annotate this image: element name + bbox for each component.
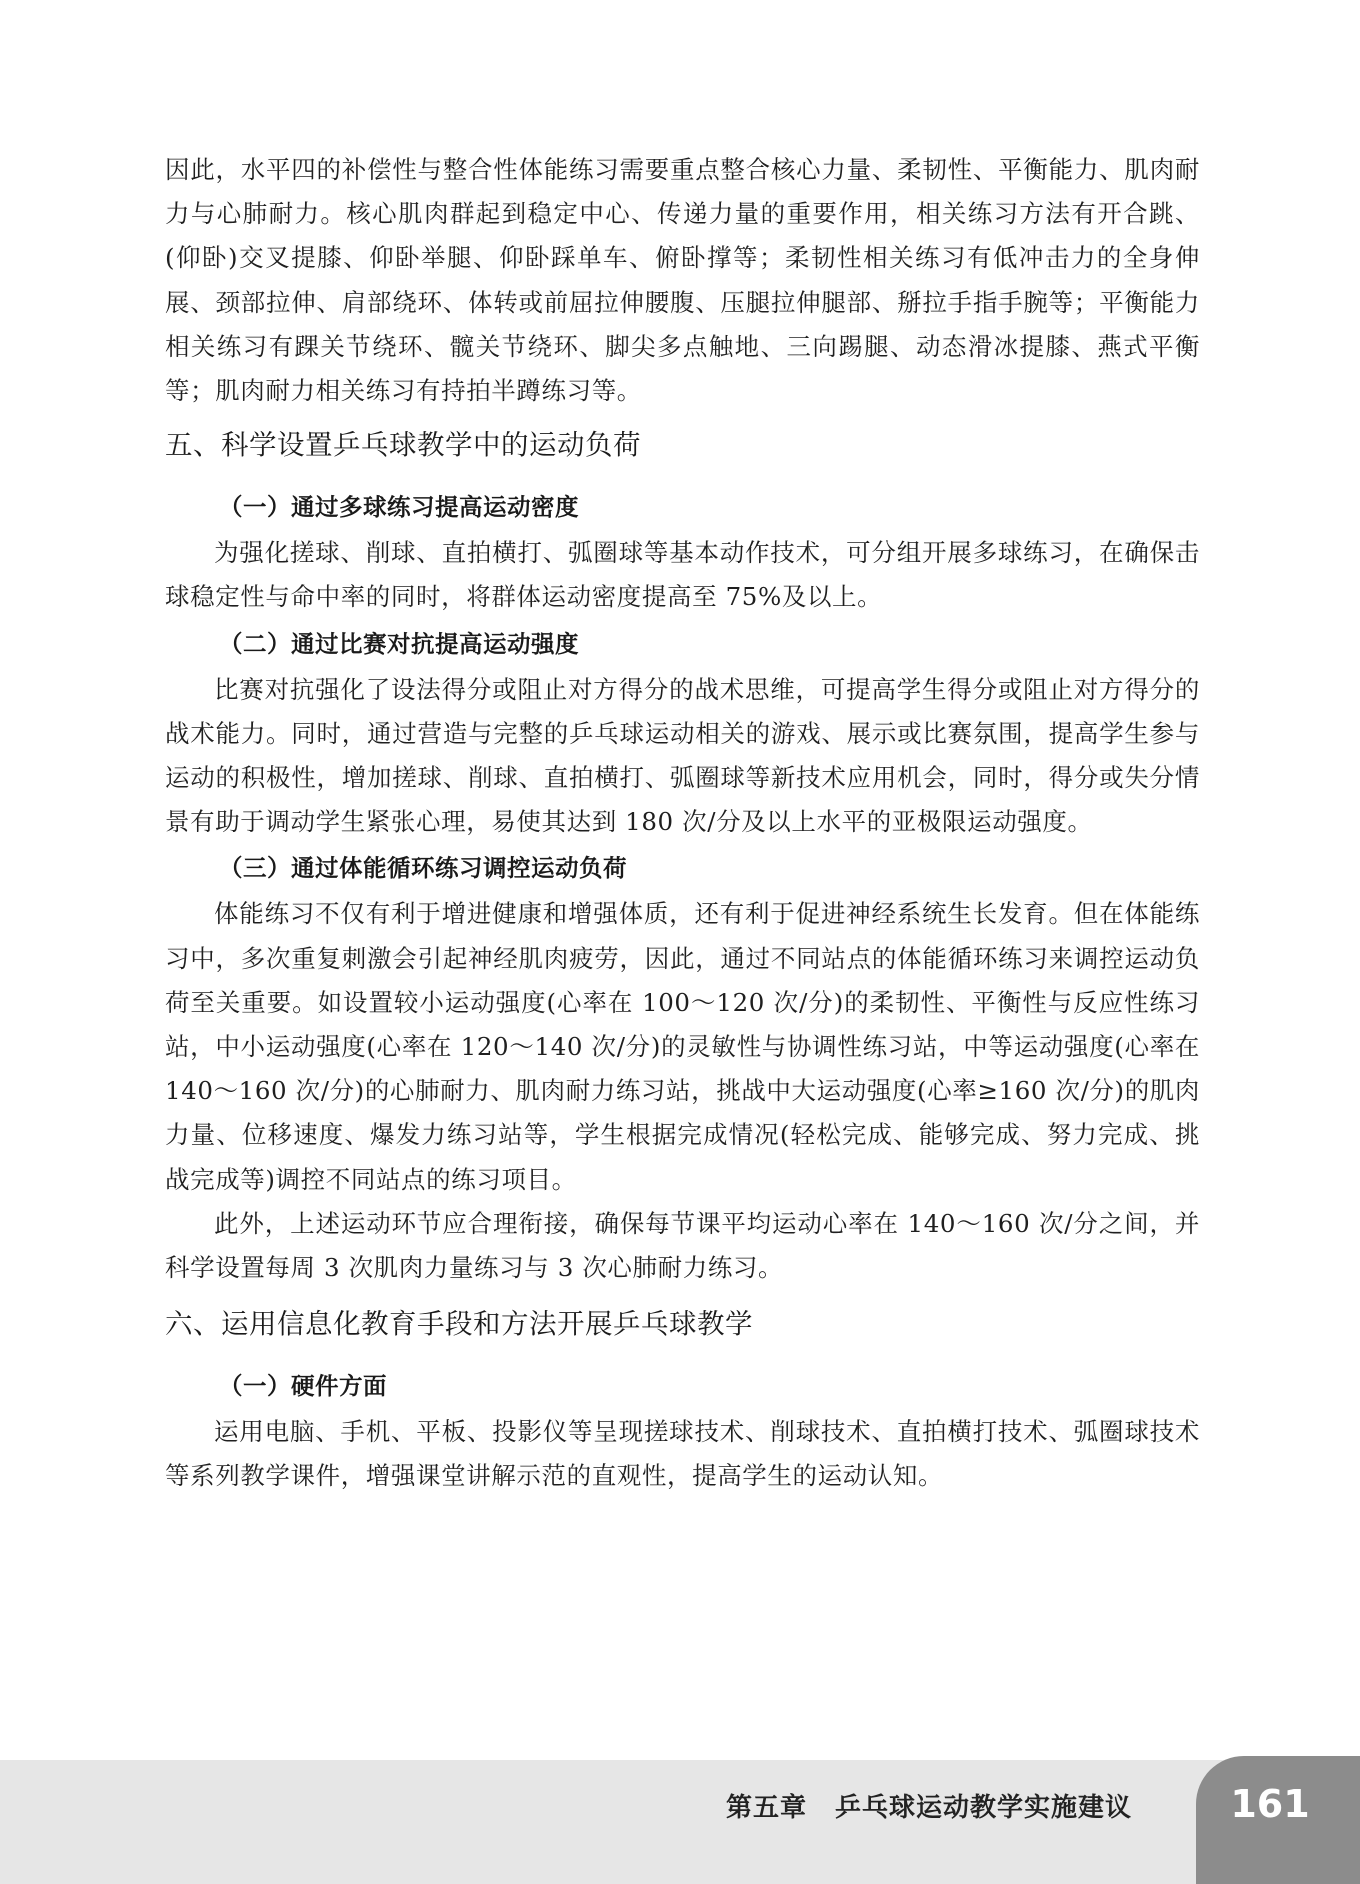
- subsection-5-3-paragraph-1: 体能练习不仅有利于增进健康和增强体质，还有利于促进神经系统生长发育。但在体能练习中，多次重复刺激会引起神经肌肉疲劳，因此，通过不同站点的体能循环练习来调控运动负荷至关重要。如设置较小运动强度(心率在 100～120 次/分)的柔韧性、平衡性与反应性练习站，中小运动强度(心率在 120～140 次/分)的灵敏性与协调性练习站，中等运动强度(心率在 140～160 次/分)的心肺耐力、肌肉耐力练习站，挑战中大运动强度(心率≥160 次/分)的肌肉力量、位移速度、爆发力练习站等，学生根据完成情况(轻松完成、能够完成、努力完成、挑战完成等)调控不同站点的练习项目。: [165, 899, 1200, 1194]
- footer-chapter-title: 乒乓球运动教学实施建议: [834, 1793, 1132, 1823]
- intro-paragraph: 因此，水平四的补偿性与整合性体能练习需要重点整合核心力量、柔韧性、平衡能力、肌肉耐力与心肺耐力。核心肌肉群起到稳定中心、传递力量的重要作用，相关练习方法有开合跳、(仰卧)交叉提膝、仰卧举腿、仰卧踩单车、俯卧撑等；柔韧性相关练习有低冲击力的全身伸展、颈部拉伸、肩部绕环、体转或前屈拉伸腰腹、压腿拉伸腿部、掰拉手指手腕等；平衡能力相关练习有踝关节绕环、髋关节绕环、脚尖多点触地、三向踢腿、动态滑冰提膝、燕式平衡等；肌肉耐力相关练习有持拍半蹲练习等。: [165, 155, 1200, 406]
- subsection-6-1-paragraph: 运用电脑、手机、平板、投影仪等呈现搓球技术、削球技术、直拍横打技术、弧圈球技术等系列教学课件，增强课堂讲解示范的直观性，提高学生的运动认知。: [165, 1417, 1200, 1491]
- section-6-heading: 六、运用信息化教育手段和方法开展乒乓球教学: [165, 1308, 753, 1341]
- page-number: 161: [1230, 1782, 1310, 1826]
- footer-band: [0, 1760, 1360, 1884]
- section-5-heading: 五、科学设置乒乓球教学中的运动负荷: [165, 429, 641, 462]
- running-footer: [726, 1788, 1132, 1828]
- footer-chapter: 第五章: [725, 1793, 807, 1823]
- subsection-5-2-paragraph: 比赛对抗强化了设法得分或阻止对方得分的战术思维，可提高学生得分或阻止对方得分的战术能力。同时，通过营造与完整的乒乓球运动相关的游戏、展示或比赛氛围，提高学生参与运动的积极性，增加搓球、削球、直拍横打、弧圈球等新技术应用机会，同时，得分或失分情景有助于调动学生紧张心理，易使其达到 180 次/分及以上水平的亚极限运动强度。: [165, 674, 1200, 837]
- subsection-5-2-heading: （二）通过比赛对抗提高运动强度: [219, 629, 579, 658]
- subsection-6-1-heading: （一）硬件方面: [219, 1372, 387, 1401]
- subsection-5-3-paragraph-2: 此外，上述运动环节应合理衔接，确保每节课平均运动心率在 140～160 次/分之间，并科学设置每周 3 次肌肉力量练习与 3 次心肺耐力练习。: [165, 1208, 1200, 1283]
- page-body: [165, 148, 1200, 1499]
- subsection-5-1-paragraph: 为强化搓球、削球、直拍横打、弧圈球等基本动作技术，可分组开展多球练习，在确保击球稳定性与命中率的同时，将群体运动密度提高至 75%及以上。: [165, 538, 1200, 612]
- subsection-5-1-heading: （一）通过多球练习提高运动密度: [219, 493, 579, 522]
- subsection-5-3-heading: （三）通过体能循环练习调控运动负荷: [219, 854, 627, 883]
